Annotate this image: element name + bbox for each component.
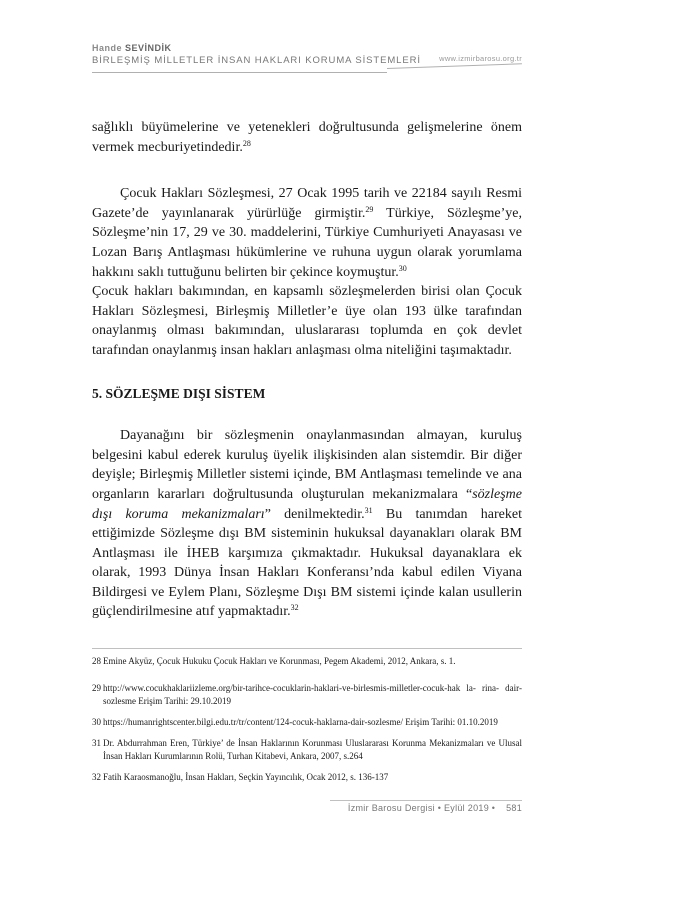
author-first-name: Hande <box>92 43 123 53</box>
footer-divider <box>330 800 522 801</box>
paragraph-4-emphasis: sözleşme dışı koruma mekanizmaları <box>92 486 522 522</box>
header-divider <box>92 72 387 73</box>
footnote-link-text[interactable]: http://www.cocukhaklariizleme.org/bir-tarihce-cocuklarin-haklari-ve-birlesmis-milletler-cocuk-hak la- rina- dair- sozlesme Erişim Tarihi: 29.10.2019 <box>103 683 522 706</box>
paragraph-4-text-b: ” denilmektedir. <box>264 506 365 522</box>
footnote-ref-30[interactable]: 30 <box>398 263 407 273</box>
footnote-ref-31[interactable]: 31 <box>364 505 373 515</box>
footnote-number: 32 <box>92 772 101 782</box>
footnote-text: Dr. Abdurrahman Eren, Türkiye’ de İnsan Haklarının Korunması Uluslararası Korunma Mekanizmaları ve Ulusal İnsan Hakları Kurumlarının Rolü, Turhan Kitabevi, Ankara, 2007, s.264 <box>103 738 522 761</box>
paragraph-1-text: sağlıklı büyümelerine ve yetenekleri doğrultusunda gelişmelerine önem vermek mecburiyetindedir. <box>92 120 522 155</box>
footnote-number: 31 <box>92 738 101 748</box>
page-number: 581 <box>506 803 522 813</box>
footnote-31 <box>92 737 522 763</box>
paragraph-2 <box>92 184 522 282</box>
footnote-ref-28[interactable]: 28 <box>242 138 251 148</box>
footnote-number: 30 <box>92 717 101 727</box>
paragraph-1 <box>92 118 522 157</box>
main-text <box>92 118 522 622</box>
footnote-30 <box>92 716 522 729</box>
footnotes <box>92 655 522 792</box>
footnote-text: Emine Akyüz, Çocuk Hukuku Çocuk Hakları ve Korunması, Pegem Akademi, 2012, Ankara, s. 1. <box>103 656 456 666</box>
page-header <box>92 43 522 66</box>
website-url: www.izmirbarosu.org.tr <box>439 54 522 63</box>
running-title: BİRLEŞMİŞ MİLLETLER İNSAN HAKLARI KORUMA SİSTEMLERİ <box>92 55 421 66</box>
footnote-ref-29[interactable]: 29 <box>365 204 374 214</box>
paragraph-2-text-a: Çocuk Hakları Sözleşmesi, 27 Ocak 1995 tarih ve 22184 sayılı Resmi Gazete’de yayınlanarak yürürlüğe girmiştir. <box>92 186 522 221</box>
paragraph-3: Çocuk hakları bakımından, en kapsamlı sözleşmelerden birisi olan Çocuk Hakları Sözleşmesi, Birleşmiş Milletler’e üye olan 193 ülke tarafından onaylanmış olması bakımından, uluslararası toplumda en çok devlet tarafından onaylanmış insan hakları anlaşması olma niteliğini taşımaktadır. <box>92 284 522 358</box>
footnote-32 <box>92 771 522 784</box>
footnote-28 <box>92 655 522 668</box>
section-heading: 5. SÖZLEŞME DIŞI SİSTEM <box>92 385 266 401</box>
footnote-number: 29 <box>92 683 101 693</box>
paragraph-4-text-c: Bu tanımdan hareket ettiğimizde Sözleşme dışı BM sisteminin hukuksal dayanakları olarak BM Antlaşması ile İHEB karşımıza çıkmaktadır. Hukuksal dayanaklara ek olarak, 1993 Dünya İnsan Hakları Konferansı’nda kabul edilen Viyana Bildirgesi ve Eylem Planı, Sözleşme Dışı BM sistemi içinde kalan usullerin güçlendirilmesine atıf yapmaktadır. <box>92 506 522 620</box>
footnote-link-text[interactable]: https://humanrightscenter.bilgi.edu.tr/tr/content/124-cocuk-haklarna-dair-sozlesme/ Erişim Tarihi: 01.10.2019 <box>103 717 498 727</box>
footnote-number: 28 <box>92 656 101 666</box>
footnote-29 <box>92 682 522 708</box>
page-footer <box>348 803 522 813</box>
footnote-text: Fatih Karaosmanoğlu, İnsan Hakları, Seçkin Yayıncılık, Ocak 2012, s. 136-137 <box>103 772 389 782</box>
author-last-name: SEVİNDİK <box>125 43 172 53</box>
footnote-ref-32[interactable]: 32 <box>290 603 299 613</box>
paragraph-2-text-b: Türkiye, Sözleşme’ye, Sözleşme’nin 17, 29 ve 30. maddelerini, Türkiye Cumhuriyeti Anayasası ve Lozan Barış Antlaşması hükümlerine ve ruhuna uygun olarak yorumlama hakkını saklı tuttuğunu belirten bir çekince koymuştur. <box>92 205 522 280</box>
paragraph-4-text-a: Dayanağını bir sözleşmenin onaylanmasından almayan, kuruluş belgesini kabul ederek kuruluş üyelik ilişkisinden alan sistemdir. Bir diğer deyişle; Birleşmiş Milletler sistemi içinde, BM Antlaşması temelinde ve ana organların kararları doğrultusunda oluşturulan mekanizmalara “ <box>92 428 522 502</box>
footnote-divider <box>92 648 522 649</box>
author-name <box>92 43 522 53</box>
paragraph-4 <box>92 426 522 622</box>
journal-name: İzmir Barosu Dergisi • Eylül 2019 • <box>347 803 496 813</box>
